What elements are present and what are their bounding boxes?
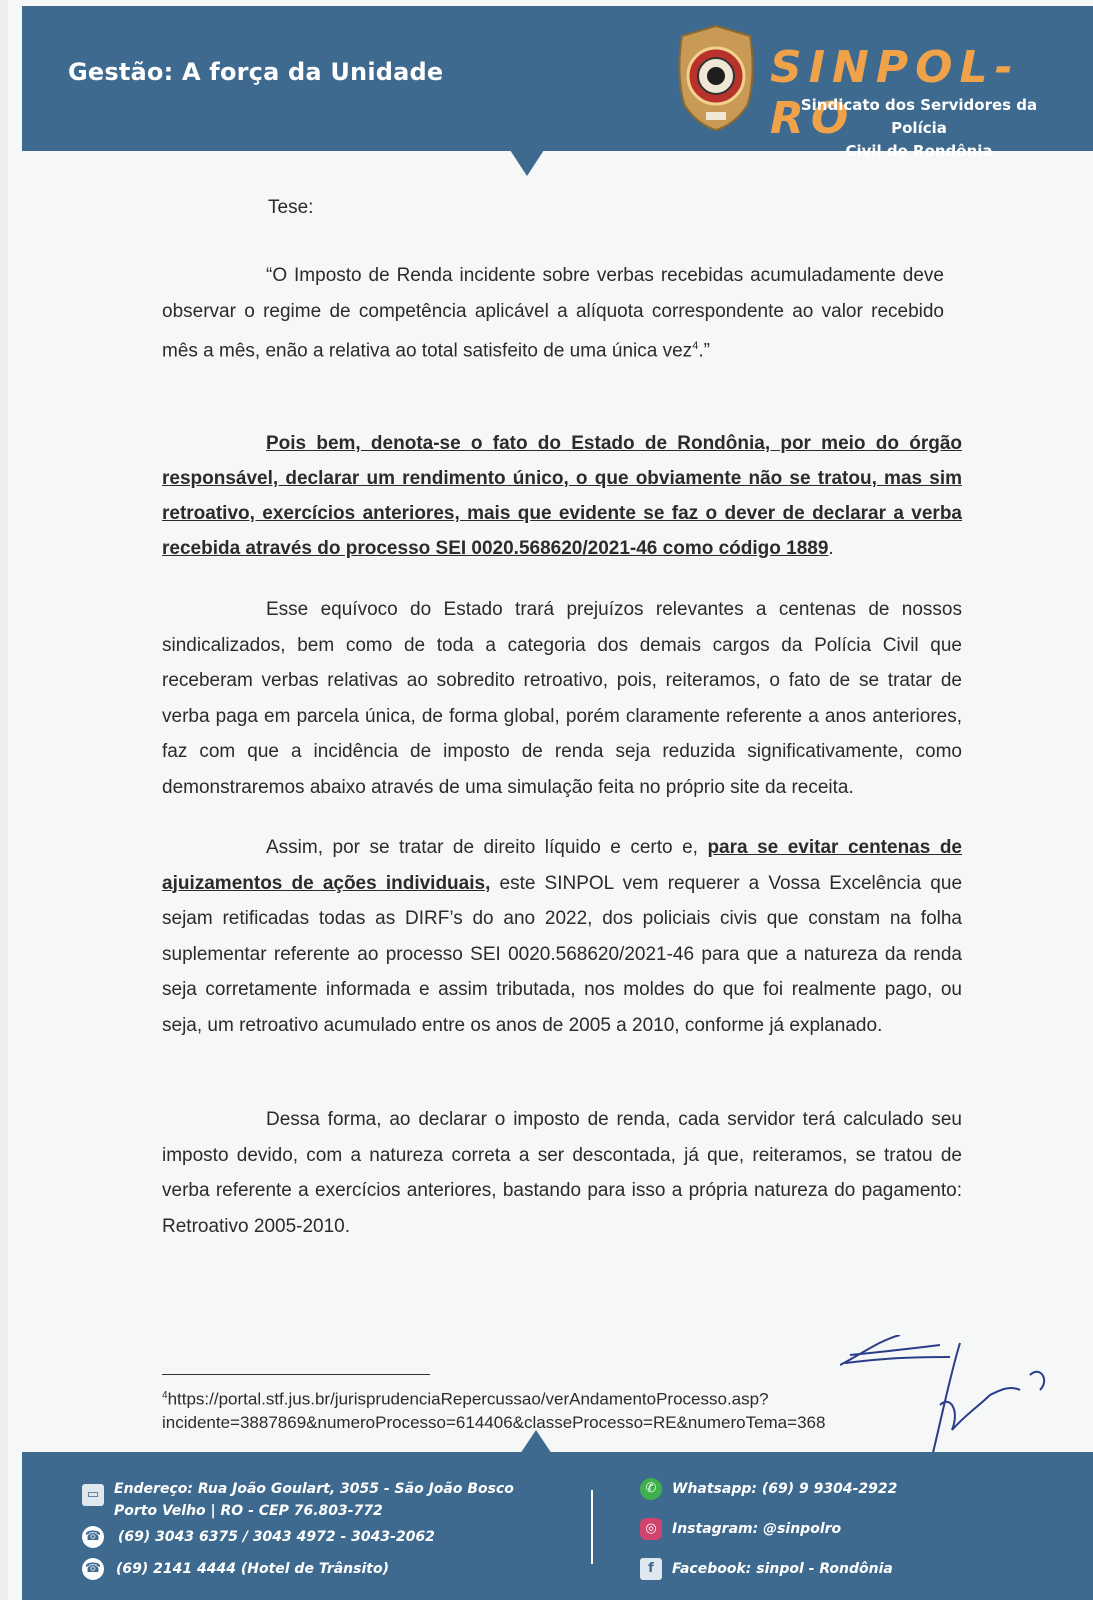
footer-notch — [520, 1430, 552, 1454]
letterhead-notch — [510, 150, 544, 176]
request-bold-underlined: para se evitar centenas de ajuizamentos de ações individuais, — [162, 837, 962, 894]
footnote-ref: 4 — [692, 340, 699, 352]
conclusion-paragraph: Dessa forma, ao declarar o imposto de renda, cada servidor terá calculado seu imposto devido, com a natureza correta a ser descontada, já que, reiteramos, se tratou de verba referente a exercícios anteriores, bastando para isso a própria natureza do pagamento: Retroativo 2005-2010. — [162, 1109, 962, 1237]
motto-text: Gestão: A força da Unidade — [68, 58, 444, 86]
facebook-icon: f — [640, 1558, 662, 1580]
argument-underlined-text: Pois bem, denota-se o fato do Estado de Rondônia, por meio do órgão responsável, declarar um rendimento único, o que obviamente não se tratou, mas sim retroativo, exercícios anteriores, mais que evidente se faz o dever de declarar a verba recebida através do processo SEI 0020.568620/2021-46 como código 1889 — [162, 433, 962, 559]
footnote-link-line-1[interactable]: https://portal.stf.jus.br/jurisprudenciaRepercussao/verAndamentoProcesso.asp? — [167, 1389, 769, 1409]
footnote-divider — [162, 1374, 430, 1375]
footer-divider — [591, 1490, 593, 1564]
sinpol-badge-logo — [676, 24, 756, 132]
phone-icon: ☎ — [82, 1526, 104, 1548]
whatsapp-icon: ✆ — [640, 1478, 662, 1500]
request-end: este SINPOL vem requerer a Vossa Excelência que sejam retificadas todas as DIRF’s do ano 2022, dos policiais civis que constam na folha suplementar referente ao processo SEI 0020.568620/2021-46 para que a natureza da renda seja corretamente informada e assim tributada, nos moldes do que foi realmente pago, ou seja, um retroativo acumulado entre os anos de 2005 a 2010, conforme já explanado. — [162, 872, 963, 1036]
thesis-quote-paragraph — [162, 258, 944, 369]
brand-subtitle-line-2: Civil de Rondônia — [845, 142, 993, 160]
footer-phone-2: (69) 2141 4444 (Hotel de Trânsito) — [116, 1561, 389, 1577]
footer-whatsapp: Whatsapp: (69) 9 9304-2922 — [672, 1481, 898, 1497]
footer-facebook: Facebook: sinpol - Rondônia — [672, 1561, 893, 1577]
impact-paragraph: Esse equívoco do Estado trará prejuízos relevantes a centenas de nossos sindicalizados, bem como de toda a categoria dos demais cargos da Polícia Civil que receberam verbas relativas ao sobredito retroativo, pois, reiteramos, o fato de se tratar de verba paga em parcela única, de forma global, porém claramente referente a anos anteriores, faz com que a incidência de imposto de renda seja reduzida significativamente, como demonstraremos abaixo através de uma simulação feita no próprio site da receita. — [162, 599, 962, 798]
computer-icon: ▭ — [82, 1484, 104, 1506]
argument-paragraph — [162, 426, 962, 566]
footer-address — [114, 1478, 514, 1522]
brand-title: SINPOL-RO — [770, 42, 1020, 144]
argument-end: . — [828, 538, 834, 559]
phone-icon: ☎ — [82, 1558, 104, 1580]
instagram-icon: ◎ — [640, 1518, 662, 1540]
brand-subtitle-line-1: Sindicato dos Servidores da Polícia — [800, 96, 1038, 137]
thesis-quote-end: .” — [698, 340, 710, 362]
brand-subtitle — [774, 94, 1064, 163]
tese-label: Tese: — [268, 197, 314, 218]
address-line-1: Endereço: Rua João Goulart, 3055 - São João Bosco — [114, 1481, 514, 1497]
footer-instagram: Instagram: @sinpolro — [672, 1521, 842, 1537]
request-start: Assim, por se tratar de direito líquido e certo e, — [266, 837, 708, 858]
request-paragraph — [162, 830, 962, 1043]
thesis-quote-text: “O Imposto de Renda incidente sobre verbas recebidas acumuladamente deve observar o regime de competência aplicável a alíquota correspondente ao valor recebido mês a mês, enão a relativa ao total satisfeito de uma única vez — [162, 265, 944, 362]
footnote-link-line-2[interactable]: incidente=3887869&numeroProcesso=614406&classeProcesso=RE&numeroTema=368 — [162, 1412, 826, 1432]
footnote-marker: 4 — [162, 1390, 168, 1401]
address-line-2: Porto Velho | RO - CEP 76.803-772 — [114, 1503, 383, 1519]
footer-phone-1: (69) 3043 6375 / 3043 4972 - 3043-2062 — [118, 1529, 435, 1545]
